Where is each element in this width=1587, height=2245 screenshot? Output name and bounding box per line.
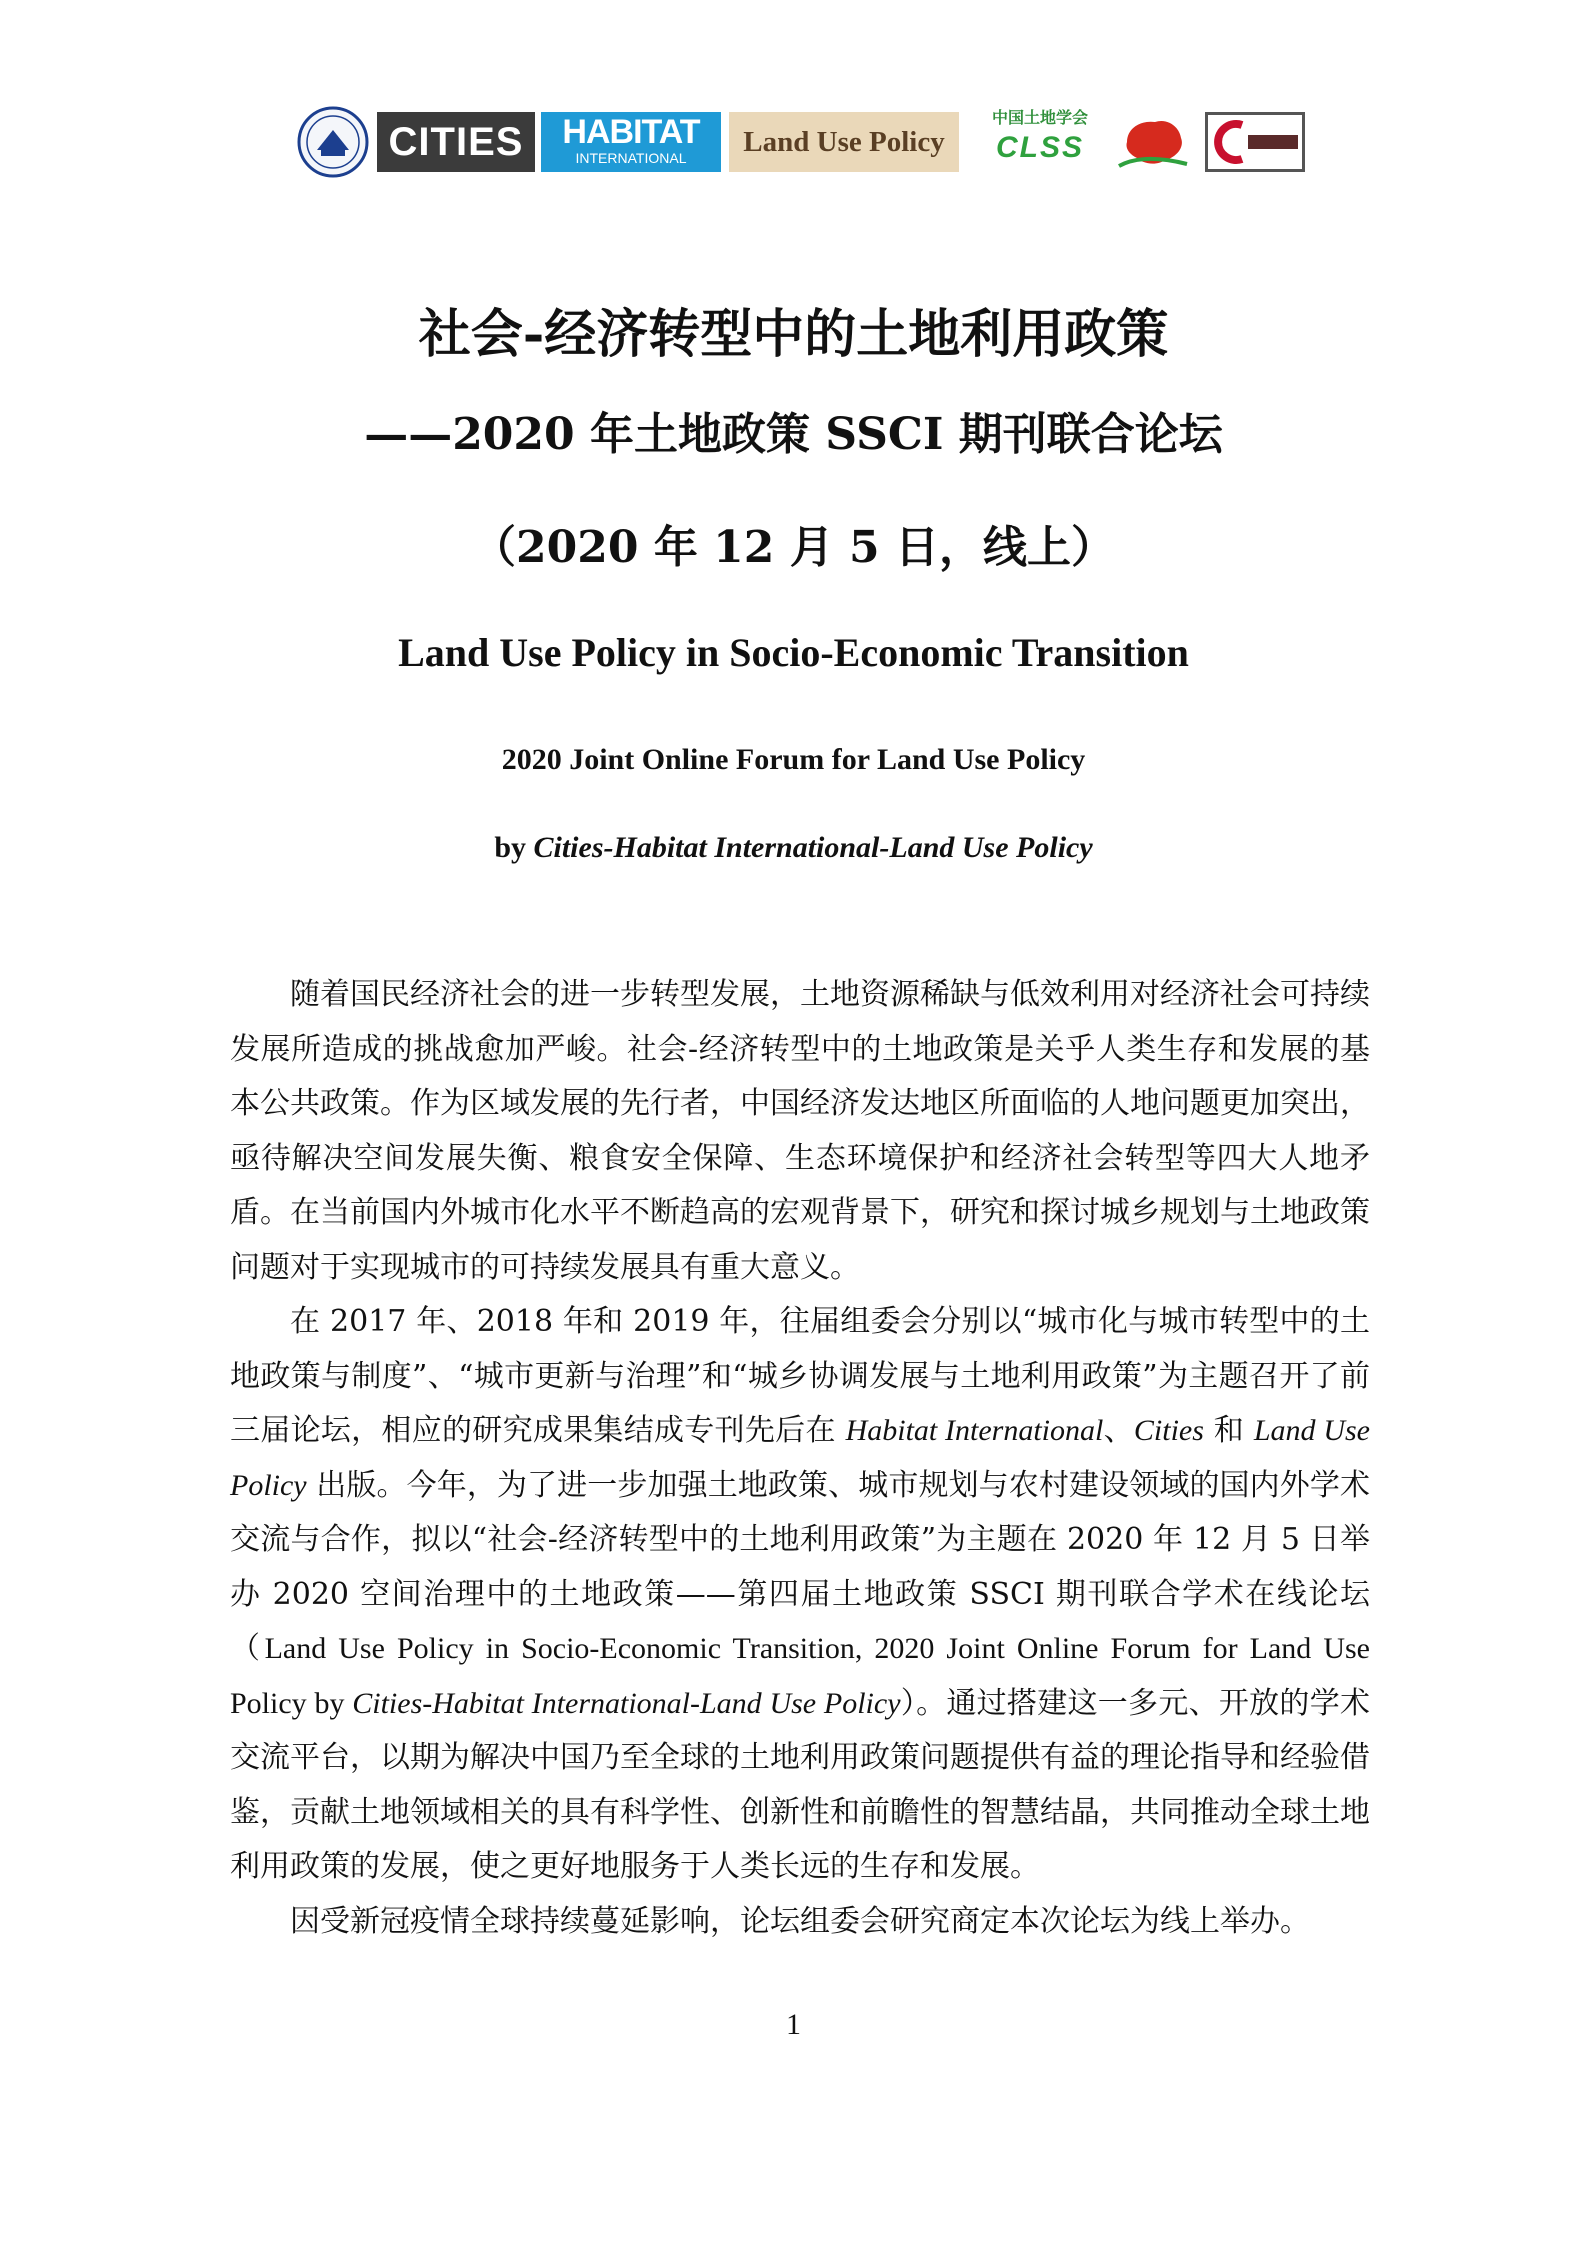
title-cn-date: （2020 年 12 月 5 日，线上） bbox=[472, 522, 1115, 573]
p2-english-title: Land Use Policy in Socio-Economic Transition, 2020 Joint Online Forum for Land Use Policy by bbox=[230, 1632, 1371, 1720]
p2-text-d: 出版。今年，为了进一步加强土地政策、城市规划与农村建设领域的国内外学术交流与合作，拟以“社会-经济转型中的土地利用政策”为主题在 2020 年 12 月 5 日举办 2020 空间治理中的土地政策——第四届土地政策 SSCI 期刊联合学术在线论坛（ bbox=[230, 1467, 1370, 1666]
paragraph-2 bbox=[230, 1295, 1370, 1895]
p2-text-e: ）。通过搭建这一多元、开放的学术交流平台，以期为解决中国乃至全球的土地利用政策问题提供有益的理论指导和经验借鉴，贡献土地领域相关的具有科学性、创新性和前瞻性的智慧结晶，共同推动全球土地利用政策的发展，使之更好地服务于人类长远的生存和发展。 bbox=[230, 1685, 1370, 1884]
p2-journals: Cities-Habitat International-Land Use Policy bbox=[352, 1686, 901, 1720]
habitat-logo-sub: INTERNATIONAL bbox=[575, 150, 687, 166]
title-en-by-line bbox=[0, 826, 1587, 870]
p2-text-b: 、 bbox=[1103, 1413, 1134, 1448]
p2-text-a: 在 2017 年、2018 年和 2019 年，往届组委会分别以“城市化与城市转型中的土地政策与制度”、“城市更新与治理”和“城乡协调发展与土地利用政策”为主题召开了前三届论坛，相应的研究成果集结成专刊先后在 bbox=[230, 1304, 1370, 1448]
by-journals: Cities-Habitat International-Land Use Policy bbox=[533, 831, 1093, 864]
habitat-international-logo bbox=[541, 112, 721, 172]
by-prefix: by bbox=[494, 831, 534, 864]
title-en-main: Land Use Policy in Socio-Economic Transition bbox=[398, 630, 1189, 675]
body-text bbox=[230, 968, 1370, 1949]
title-en-forum: 2020 Joint Online Forum for Land Use Policy bbox=[501, 743, 1086, 776]
china-map-logo bbox=[1113, 108, 1193, 178]
logo-strip bbox=[297, 108, 1305, 176]
paragraph-3: 因受新冠疫情全球持续蔓延影响，论坛组委会研究商定本次论坛为线上举办。 bbox=[290, 1903, 1310, 1939]
cities-journal-logo: CITIES bbox=[377, 112, 535, 172]
clss-logo-cn: 中国土地学会 bbox=[991, 108, 1088, 127]
paragraph-1: 随着国民经济社会的进一步转型发展，土地资源稀缺与低效利用对经济社会可持续发展所造成的挑战愈加严峻。社会-经济转型中的土地政策是关乎人类生存和发展的基本公共政策。作为区域发展的先行者，中国经济发达地区所面临的人地问题更加突出，亟待解决空间发展失衡、粮食安全保障、生态环境保护和经济社会转型等四大人地矛盾。在当前国内外城市化水平不断趋高的宏观背景下，研究和探讨城乡规划与土地政策问题对于实现城市的可持续发展具有重大意义。 bbox=[230, 977, 1370, 1285]
title-cn-main: 社会-经济转型中的土地利用政策 bbox=[418, 304, 1169, 365]
land-use-policy-logo: Land Use Policy bbox=[729, 112, 959, 172]
c-society-logo bbox=[1205, 112, 1305, 172]
p2-text-c: 和 bbox=[1203, 1413, 1254, 1448]
p2-habitat: Habitat International bbox=[845, 1414, 1104, 1447]
page-number: 1 bbox=[786, 2008, 801, 2041]
university-seal-logo bbox=[297, 106, 369, 178]
p2-land-use-policy: Land Use Policy bbox=[230, 1414, 1371, 1502]
title-cn-subtitle: ——2020 年土地政策 SSCI 期刊联合论坛 bbox=[364, 409, 1223, 460]
clss-logo-en: CLSS bbox=[995, 131, 1084, 164]
p2-cities: Cities bbox=[1133, 1414, 1204, 1447]
clss-logo bbox=[981, 108, 1099, 178]
habitat-logo-main: HABITAT bbox=[562, 113, 700, 151]
